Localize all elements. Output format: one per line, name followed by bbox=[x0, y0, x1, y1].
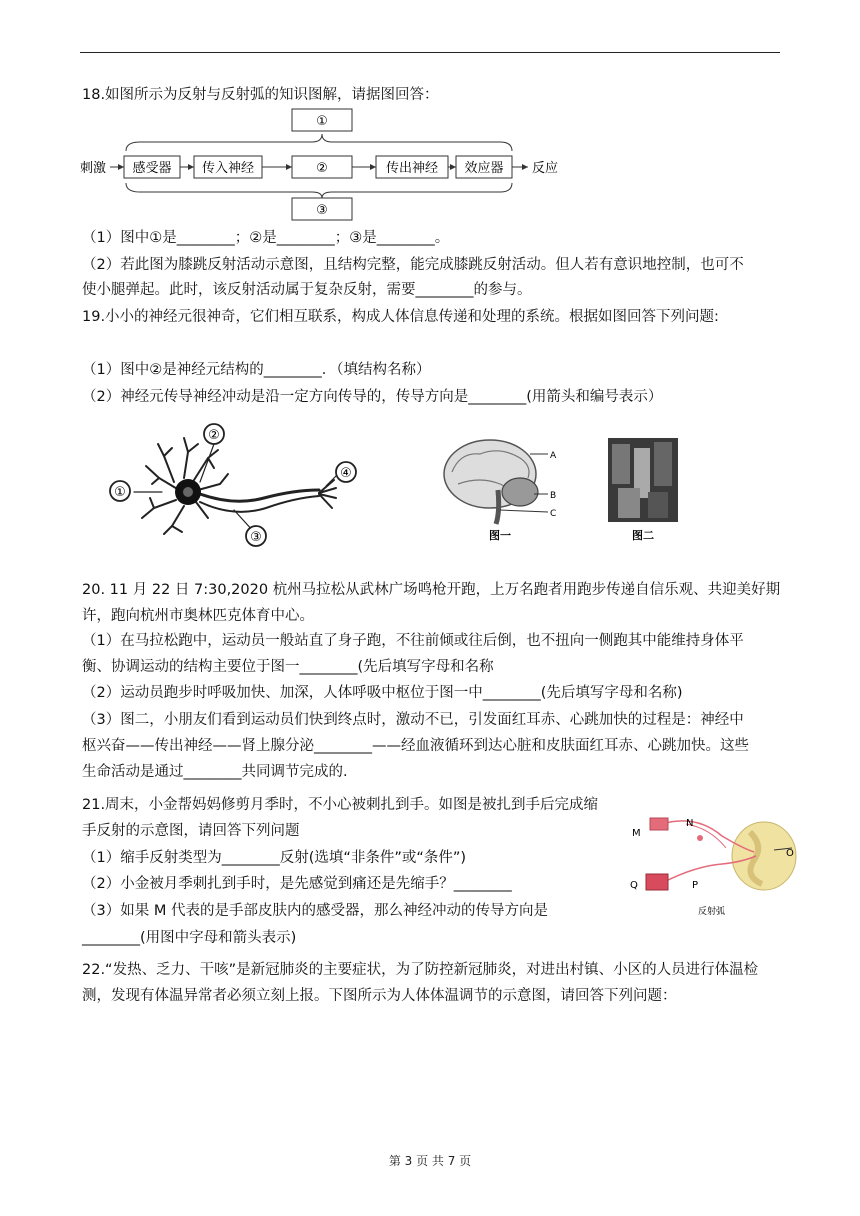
q20-line2: 许，跑向杭州市奥林匹克体育中心。 bbox=[82, 608, 314, 624]
reflex-label-p: P bbox=[692, 880, 699, 891]
neuron-label-3: ③ bbox=[250, 530, 262, 545]
brain-label-b: B bbox=[550, 491, 557, 501]
q21-line1: 21.周末，小金帮妈妈修剪月季时，不小心被刺扎到手。如图是被扎到手后完成缩 bbox=[82, 797, 599, 813]
q18-part2-line1: （2）若此图为膝跳反射活动示意图，且结构完整，能完成膝跳反射活动。但人若有意识地控制，也可不 bbox=[82, 257, 744, 273]
effector-box-label: 效应器 bbox=[464, 161, 504, 176]
q21-line2: 手反射的示意图，请回答下列问题 bbox=[82, 823, 300, 839]
reflex-label-m: M bbox=[632, 828, 641, 839]
efferent-nerve-box-label: 传出神经 bbox=[385, 161, 439, 176]
reflex-arc-figure bbox=[626, 812, 798, 922]
neuron-figure bbox=[104, 418, 364, 553]
reflex-label-q: Q bbox=[630, 880, 638, 891]
figure-2-photo bbox=[608, 438, 678, 542]
box-1-label: ① bbox=[316, 114, 328, 129]
page-footer: 第 3 页 共 7 页 bbox=[388, 1154, 472, 1168]
q20-line4: 衡、协调运动的结构主要位于图一________(先后填写字母和名称 bbox=[82, 659, 494, 675]
reflex-label-o: O bbox=[786, 848, 794, 859]
q20-line3: （1）在马拉松跑中，运动员一般站直了身子跑，不往前倾或往后倒，也不扭向一侧跑其中能维持身体平 bbox=[82, 633, 744, 649]
q19-part2: （2）神经元传导神经冲动是沿一定方向传导的，传导方向是________(用箭头和编号表示） bbox=[82, 389, 663, 405]
q21-line4: （2）小金被月季刺扎到手时，是先感觉到痛还是先缩手？________ bbox=[82, 876, 512, 892]
brain-figure bbox=[440, 432, 560, 542]
neuron-label-1: ① bbox=[114, 485, 126, 500]
figure-1-caption: 图一 bbox=[489, 529, 511, 542]
box-2-label: ② bbox=[316, 161, 328, 176]
neuron-label-4: ④ bbox=[340, 466, 352, 481]
brain-label-c: C bbox=[550, 509, 557, 519]
reflex-label-n: N bbox=[686, 818, 694, 829]
q19-part1: （1）图中②是神经元结构的________．（填结构名称） bbox=[82, 362, 431, 378]
q20-line5: （2）运动员跑步时呼吸加快、加深，人体呼吸中枢位于图一中________(先后填写字母和名称) bbox=[82, 685, 683, 701]
header-rule bbox=[80, 52, 780, 53]
afferent-nerve-box-label: 传入神经 bbox=[201, 161, 255, 176]
q22-line2: 测，发现有体温异常者必须立刻上报。下图所示为人体体温调节的示意图，请回答下列问题： bbox=[82, 988, 677, 1004]
q18-part1: （1）图中①是________；②是________；③是________。 bbox=[82, 230, 450, 246]
receptor-box-label: 感受器 bbox=[132, 161, 172, 176]
reflex-arc-flow-diagram bbox=[80, 106, 580, 224]
q22-line1: 22.“发热、乏力、干咳”是新冠肺炎的主要症状，为了防控新冠肺炎，对进出村镇、小区的人员进行体温检 bbox=[82, 962, 759, 978]
q21-line3: （1）缩手反射类型为________反射(选填“非条件”或“条件”) bbox=[82, 850, 467, 866]
brain-label-a: A bbox=[550, 451, 557, 461]
q18-part2-line2: 使小腿弹起。此时，该反射活动属于复杂反射，需要________的参与。 bbox=[82, 282, 532, 298]
response-label: 反应 bbox=[532, 161, 559, 176]
q21-line6: ________(用图中字母和箭头表示) bbox=[82, 930, 297, 946]
q19-stem: 19.小小的神经元很神奇，它们相互联系，构成人体信息传递和处理的系统。根据如图回答下列问题: bbox=[82, 309, 719, 325]
box-3-label: ③ bbox=[316, 203, 328, 218]
q20-line8: 生命活动是通过________共同调节完成的. bbox=[82, 764, 348, 780]
neuron-label-2: ② bbox=[208, 428, 220, 443]
q20-line1: 20. 11 月 22 日 7:30,2020 杭州马拉松从武林广场鸣枪开跑，上万名跑者用跑步传递自信乐观、共迎美好期 bbox=[82, 582, 781, 598]
q21-line5: （3）如果 M 代表的是手部皮肤内的感受器，那么神经冲动的传导方向是 bbox=[82, 903, 548, 919]
stimulus-label: 刺激 bbox=[80, 161, 107, 176]
q18-stem: 18.如图所示为反射与反射弧的知识图解，请据图回答： bbox=[82, 87, 439, 103]
q20-line7: 枢兴奋——传出神经——肾上腺分泌________——经血液循环到达心脏和皮肤面红耳赤、心跳加快。这些 bbox=[82, 738, 749, 754]
figure-2-caption: 图二 bbox=[632, 529, 654, 542]
q20-line6: （3）图二，小朋友们看到运动员们快到终点时，激动不已，引发面红耳赤、心跳加快的过程是：神经中 bbox=[82, 712, 744, 728]
reflex-arc-caption: 反射弧 bbox=[698, 907, 726, 917]
